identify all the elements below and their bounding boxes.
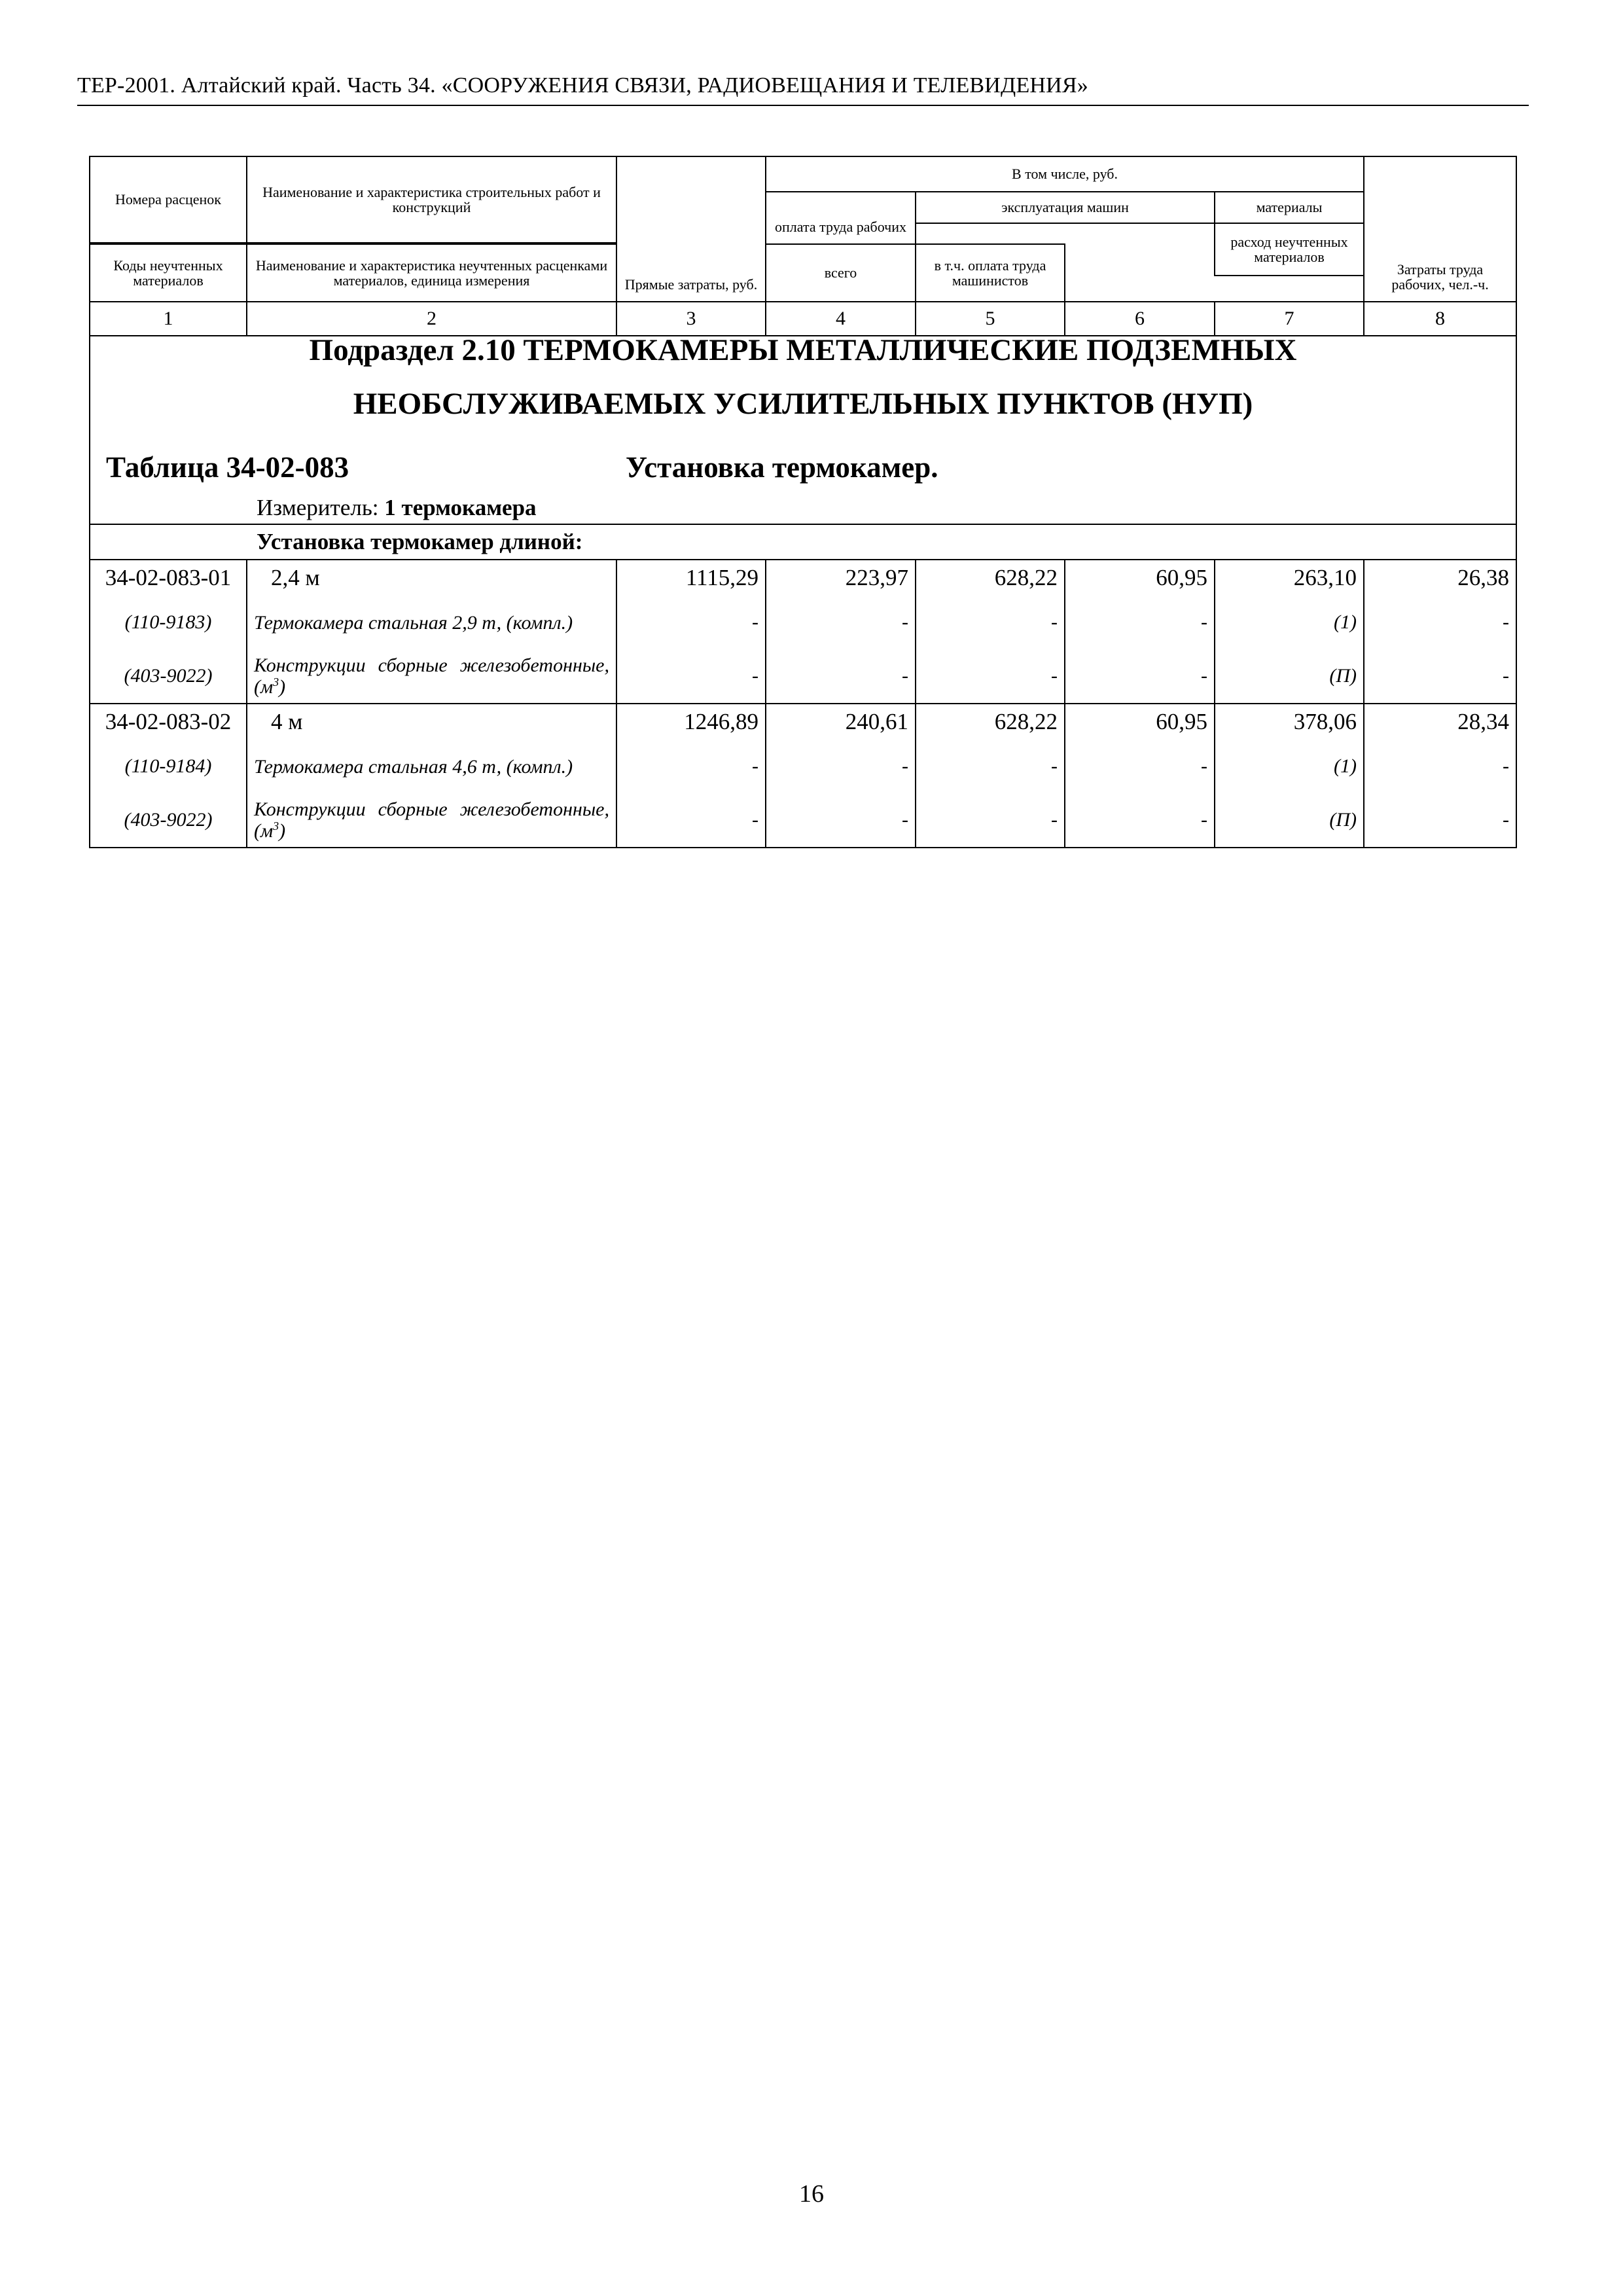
material-name: Термокамера стальная 4,6 т, (компл.) [247,740,616,793]
cell-hours: - [1364,740,1516,793]
material-row [90,740,1516,793]
cell-machinists: - [1065,793,1215,848]
header-rule [77,105,1529,106]
hdr-group-materials: материалы [1215,192,1364,223]
section-block [90,333,1516,524]
cell-qty: (1) [1215,740,1364,793]
material-name: Конструкции сборные железобетонные, $(м^3)$ [247,793,616,848]
col-number: 1 [90,302,247,336]
col-number: 5 [916,302,1065,336]
rate-name: 2,4 м [247,560,616,596]
cell-direct: 1246,89 [616,704,766,740]
column-numbers-row [90,302,1516,336]
cell-direct: 1115,29 [616,560,766,596]
material-code: (403-9022) [90,793,247,848]
hdr-group-including: В том числе, руб. [766,156,1364,192]
cell-machinists: 60,95 [1065,560,1215,596]
hdr-col1-bottom: Коды неучтенных материалов [90,244,247,302]
cell-direct: - [616,649,766,704]
section-title-line1: Подраздел 2.10 ТЕРМОКАМЕРЫ МЕТАЛЛИЧЕСКИЕ ПОДЗЕМНЫХ [309,333,1297,367]
cell-labor: 223,97 [766,560,916,596]
cell-labor: - [766,740,916,793]
cell-labor: - [766,793,916,848]
cell-qty: (П) [1215,649,1364,704]
material-code: (110-9183) [90,596,247,649]
meter [257,495,537,521]
hdr-col2-top: Наименование и характеристика строительных работ и конструкций [247,156,616,243]
cell-labor: 240,61 [766,704,916,740]
cell-machinists: 60,95 [1065,704,1215,740]
cell-hours: - [1364,793,1516,848]
cell-materials: 263,10 [1215,560,1364,596]
material-name: Конструкции сборные железобетонные, $(м^3)$ [247,649,616,704]
material-name: Термокамера стальная 2,9 т, (компл.) [247,596,616,649]
cell-machines: - [916,649,1065,704]
hdr-col7: расход неучтенных материалов [1215,223,1364,276]
cell-machines: - [916,596,1065,649]
cell-machines: 628,22 [916,704,1065,740]
meter-label: Измеритель: [257,495,385,520]
rate-name: 4 м [247,704,616,740]
rates-table [89,156,1517,848]
cell-hours: 28,34 [1364,704,1516,740]
hdr-col3: Прямые затраты, руб. [616,156,766,302]
col-number: 8 [1364,302,1516,336]
hdr-col5: всего [766,244,916,302]
cell-machinists: - [1065,740,1215,793]
material-row [90,793,1516,848]
col-number: 2 [247,302,616,336]
cell-machinists: - [1065,596,1215,649]
running-head: ТЕР-2001. Алтайский край. Часть 34. «СООРУЖЕНИЯ СВЯЗИ, РАДИОВЕЩАНИЯ И ТЕЛЕВИДЕНИЯ» [77,73,1089,98]
rates-table-wrap [89,156,1516,848]
cell-hours: 26,38 [1364,560,1516,596]
cell-direct: - [616,596,766,649]
col-number: 7 [1215,302,1364,336]
cell-machinists: - [1065,649,1215,704]
page-number: 16 [799,2180,824,2208]
cell-direct: - [616,793,766,848]
hdr-blank-machines [916,223,1215,243]
material-row [90,649,1516,704]
hdr-group-machines: эксплуатация машин [916,192,1215,223]
material-code: (110-9184) [90,740,247,793]
section-title-line2: НЕОБСЛУЖИВАЕМЫХ УСИЛИТЕЛЬНЫХ ПУНКТОВ (НУП) [353,387,1253,421]
hdr-col6: в т.ч. оплата труда машинистов [916,244,1065,302]
hdr-col1-top: Номера расценок [90,156,247,243]
cell-labor: - [766,596,916,649]
col-number: 3 [616,302,766,336]
col-number: 4 [766,302,916,336]
meter-value: 1 термокамера [384,495,537,520]
cell-qty: (П) [1215,793,1364,848]
table-number: Таблица 34-02-083 [106,451,349,484]
table-row [90,704,1516,740]
material-code: (403-9022) [90,649,247,704]
cell-machines: - [916,793,1065,848]
rate-code: 34-02-083-02 [90,704,247,740]
table-row [90,560,1516,596]
col-number: 6 [1065,302,1215,336]
cell-hours: - [1364,649,1516,704]
cell-labor: - [766,649,916,704]
cell-machines: 628,22 [916,560,1065,596]
rate-code: 34-02-083-01 [90,560,247,596]
cell-qty: (1) [1215,596,1364,649]
table-name: Установка термокамер. [626,451,938,484]
hdr-col2-bottom: Наименование и характеристика неучтенных расценками материалов, единица измерения [247,244,616,302]
cell-materials: 378,06 [1215,704,1364,740]
cell-direct: - [616,740,766,793]
cell-machines: - [916,740,1065,793]
material-row [90,596,1516,649]
hdr-col4: оплата труда рабочих [766,192,916,244]
group-title: Установка термокамер длиной: [90,524,1516,560]
cell-hours: - [1364,596,1516,649]
hdr-col8: Затраты труда рабочих, чел.-ч. [1364,156,1516,302]
